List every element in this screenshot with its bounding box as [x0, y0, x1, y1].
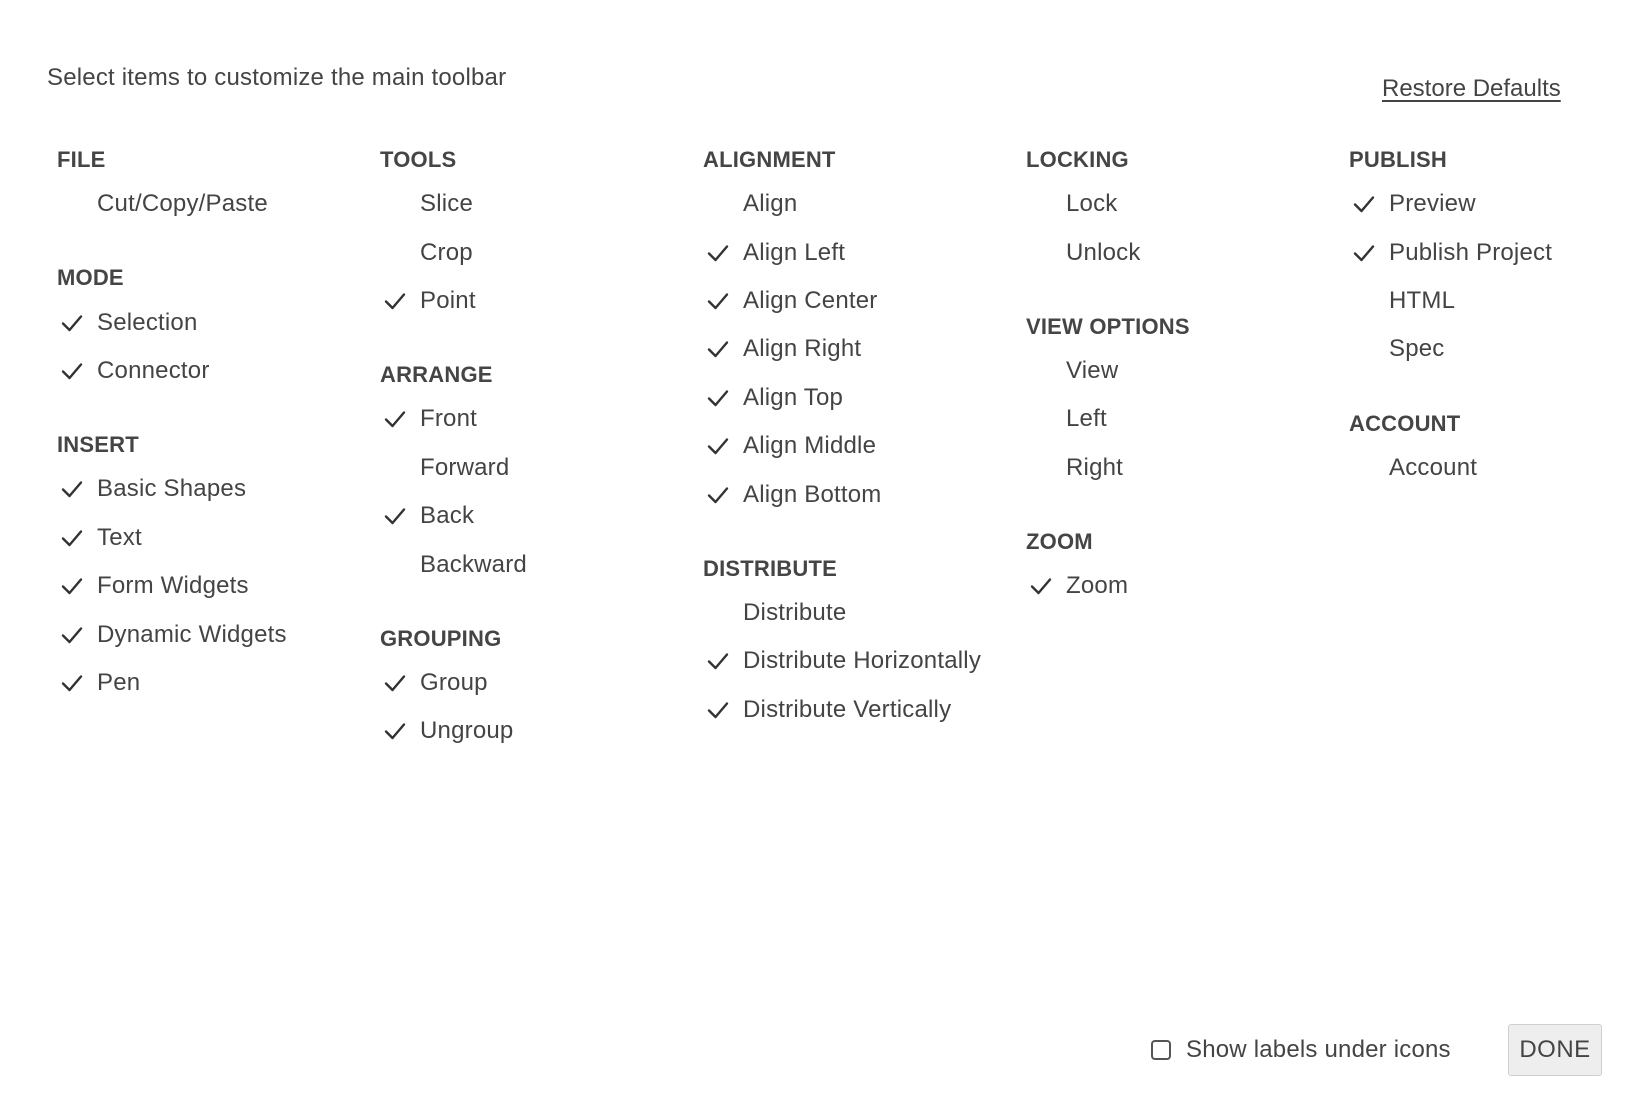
toolbar-item-align-middle[interactable]	[703, 422, 1026, 470]
check-icon	[57, 465, 97, 513]
group-title: MODE	[57, 265, 124, 291]
toolbar-item-unlock[interactable]	[1026, 228, 1349, 276]
toolbar-item-label: Text	[97, 523, 142, 551]
toolbar-item-label: Front	[420, 405, 478, 433]
column-1	[57, 140, 380, 786]
check-icon	[380, 395, 420, 443]
group-zoom	[1026, 522, 1349, 610]
toolbar-item-label: Account	[1389, 453, 1478, 481]
toolbar-item-label: Point	[420, 286, 476, 314]
toolbar-item-right[interactable]	[1026, 444, 1349, 492]
toolbar-item-preview[interactable]	[1349, 180, 1635, 228]
group-title: ALIGNMENT	[703, 147, 836, 172]
check-placeholder	[1349, 277, 1389, 325]
check-placeholder	[703, 180, 743, 228]
check-placeholder	[1349, 325, 1389, 373]
toolbar-items-grid	[57, 140, 1635, 786]
toolbar-item-distribute-horizontally[interactable]	[703, 637, 1026, 685]
group-title: ZOOM	[1026, 528, 1093, 554]
group-locking	[1026, 140, 1349, 277]
toolbar-item-label: View	[1066, 356, 1119, 384]
check-icon	[380, 492, 420, 540]
check-placeholder	[1026, 395, 1066, 443]
check-icon	[1349, 229, 1389, 277]
toolbar-item-label: Lock	[1066, 190, 1118, 218]
toolbar-item-label: Crop	[420, 238, 473, 266]
toolbar-item-label: Slice	[420, 190, 474, 218]
check-icon	[703, 374, 743, 422]
check-icon	[380, 707, 420, 755]
toolbar-item-label: Align Center	[743, 286, 878, 314]
check-placeholder	[1349, 444, 1389, 492]
check-icon	[703, 422, 743, 470]
toolbar-item-zoom[interactable]	[1026, 562, 1349, 610]
toolbar-item-basic-shapes[interactable]	[57, 465, 380, 513]
toolbar-item-label: HTML	[1389, 286, 1456, 314]
toolbar-item-back[interactable]	[380, 492, 703, 540]
check-placeholder	[703, 589, 743, 637]
toolbar-item-label: Connector	[97, 356, 210, 384]
toolbar-item-align-bottom[interactable]	[703, 470, 1026, 518]
toolbar-item-view[interactable]	[1026, 347, 1349, 395]
check-icon	[57, 659, 97, 707]
toolbar-item-point[interactable]	[380, 277, 703, 325]
toolbar-item-text[interactable]	[57, 514, 380, 562]
group-title: LOCKING	[1026, 147, 1129, 172]
toolbar-item-align[interactable]	[703, 180, 1026, 228]
toolbar-item-label: Group	[420, 668, 488, 696]
check-placeholder	[1026, 444, 1066, 492]
toolbar-item-lock[interactable]	[1026, 180, 1349, 228]
group-title: FILE	[57, 147, 106, 172]
done-button[interactable]: DONE	[1508, 1024, 1602, 1076]
toolbar-item-label: Dynamic Widgets	[97, 620, 287, 648]
toolbar-item-backward[interactable]	[380, 540, 703, 588]
column-2	[380, 140, 703, 786]
check-icon	[1349, 180, 1389, 228]
check-placeholder	[380, 541, 420, 589]
toolbar-item-label: Form Widgets	[97, 572, 249, 600]
column-3	[703, 140, 1026, 786]
toolbar-item-label: Cut/Copy/Paste	[97, 190, 268, 218]
toolbar-item-label: Align Top	[743, 383, 844, 411]
check-icon	[703, 637, 743, 685]
check-placeholder	[1026, 229, 1066, 277]
check-icon	[703, 686, 743, 734]
check-icon	[703, 277, 743, 325]
toolbar-item-label: Align Bottom	[743, 480, 882, 508]
group-title: ACCOUNT	[1349, 410, 1461, 436]
toolbar-item-connector[interactable]	[57, 347, 380, 395]
toolbar-item-align-center[interactable]	[703, 277, 1026, 325]
group-publish	[1349, 140, 1635, 374]
check-icon	[57, 514, 97, 562]
toolbar-item-align-top[interactable]	[703, 374, 1026, 422]
toolbar-item-label: Distribute Horizontally	[743, 647, 982, 675]
group-title: DISTRIBUTE	[703, 555, 837, 581]
toolbar-item-forward[interactable]	[380, 444, 703, 492]
check-placeholder	[380, 444, 420, 492]
check-icon	[57, 562, 97, 610]
group-title: TOOLS	[380, 147, 457, 172]
group-title: ARRANGE	[380, 362, 493, 388]
restore-defaults-link[interactable]: Restore Defaults	[1382, 75, 1561, 102]
toolbar-item-ungroup[interactable]	[380, 707, 703, 755]
toolbar-item-label: Distribute	[743, 598, 847, 626]
group-grouping	[380, 619, 703, 756]
toolbar-item-front[interactable]	[380, 395, 703, 443]
toolbar-item-label: Align	[743, 190, 798, 218]
toolbar-item-left[interactable]	[1026, 395, 1349, 443]
toolbar-item-label: Forward	[420, 453, 510, 481]
toolbar-item-pen[interactable]	[57, 659, 380, 707]
toolbar-item-align-left[interactable]	[703, 228, 1026, 276]
show-labels-label[interactable]: Show labels under icons	[1186, 1036, 1451, 1063]
check-placeholder	[380, 180, 420, 228]
group-mode	[57, 258, 380, 395]
toolbar-item-slice[interactable]	[380, 180, 703, 228]
check-placeholder	[57, 180, 97, 228]
toolbar-item-distribute[interactable]	[703, 589, 1026, 637]
toolbar-item-align-right[interactable]	[703, 325, 1026, 373]
toolbar-item-html[interactable]	[1349, 277, 1635, 325]
toolbar-item-label: Ungroup	[420, 717, 514, 745]
toolbar-item-label: Unlock	[1066, 238, 1141, 266]
column-4	[1026, 140, 1349, 786]
toolbar-item-label: Align Right	[743, 335, 862, 363]
check-icon	[380, 277, 420, 325]
toolbar-item-label: Align Middle	[743, 432, 877, 460]
check-placeholder	[1026, 180, 1066, 228]
check-icon	[380, 659, 420, 707]
toolbar-item-dynamic-widgets[interactable]	[57, 610, 380, 658]
group-insert	[57, 425, 380, 707]
toolbar-item-cut-copy-paste[interactable]	[57, 180, 380, 228]
toolbar-item-label: Backward	[420, 550, 527, 578]
group-view-options	[1026, 307, 1349, 492]
show-labels-checkbox[interactable]	[1151, 1040, 1171, 1060]
toolbar-item-label: Align Left	[743, 238, 846, 266]
toolbar-item-label: Back	[420, 502, 475, 530]
group-title: VIEW OPTIONS	[1026, 313, 1190, 339]
toolbar-item-label: Distribute Vertically	[743, 695, 952, 723]
toolbar-item-publish-project[interactable]	[1349, 228, 1635, 276]
group-arrange	[380, 355, 703, 589]
group-title: INSERT	[57, 432, 139, 458]
toolbar-item-distribute-vertically[interactable]	[703, 686, 1026, 734]
toolbar-item-label: Right	[1066, 453, 1124, 481]
toolbar-item-label: Zoom	[1066, 572, 1129, 600]
toolbar-item-crop[interactable]	[380, 228, 703, 276]
group-distribute	[703, 549, 1026, 734]
check-icon	[703, 325, 743, 373]
toolbar-item-group[interactable]	[380, 659, 703, 707]
group-file	[57, 140, 380, 228]
check-icon	[57, 611, 97, 659]
toolbar-item-selection[interactable]	[57, 298, 380, 346]
toolbar-item-label: Pen	[97, 668, 141, 696]
check-icon	[57, 347, 97, 395]
toolbar-item-label: Preview	[1389, 190, 1476, 218]
check-icon	[703, 229, 743, 277]
check-icon	[703, 471, 743, 519]
group-tools	[380, 140, 703, 325]
toolbar-item-label: Left	[1066, 405, 1107, 433]
check-icon	[57, 299, 97, 347]
check-icon	[1026, 562, 1066, 610]
toolbar-item-form-widgets[interactable]	[57, 562, 380, 610]
group-title: GROUPING	[380, 625, 502, 651]
group-title: PUBLISH	[1349, 147, 1447, 172]
check-placeholder	[1026, 347, 1066, 395]
toolbar-item-label: Publish Project	[1389, 238, 1553, 266]
toolbar-item-spec[interactable]	[1349, 325, 1635, 373]
toolbar-item-account[interactable]	[1349, 444, 1635, 492]
group-account	[1349, 404, 1635, 492]
toolbar-item-label: Selection	[97, 308, 198, 336]
group-alignment	[703, 140, 1026, 519]
dialog-title: Select items to customize the main toolbar	[47, 64, 507, 91]
toolbar-item-label: Spec	[1389, 335, 1445, 363]
toolbar-item-label: Basic Shapes	[97, 475, 247, 503]
column-5	[1349, 140, 1635, 786]
check-placeholder	[380, 229, 420, 277]
